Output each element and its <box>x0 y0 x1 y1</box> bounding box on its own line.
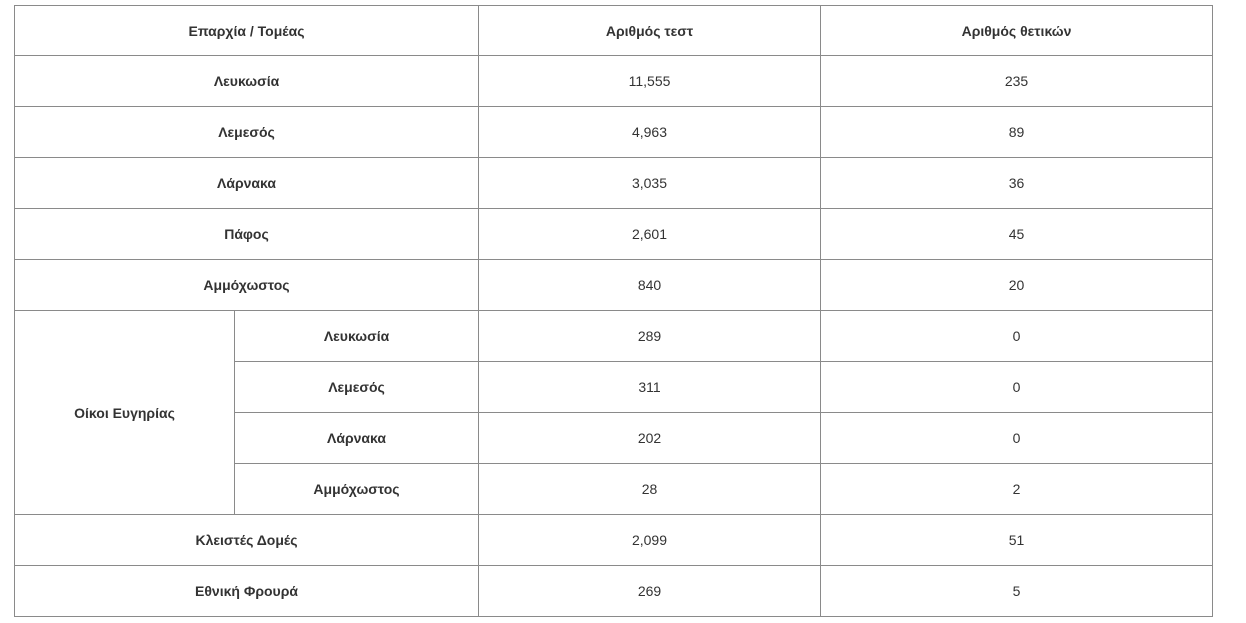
row-positives: 45 <box>821 209 1213 260</box>
table-row <box>15 209 1213 260</box>
header-tests: Αριθμός τεστ <box>479 6 821 56</box>
row-region: Αμμόχωστος <box>15 260 479 311</box>
header-positives: Αριθμός θετικών <box>821 6 1213 56</box>
subrow-positives: 0 <box>821 413 1213 464</box>
table-row <box>15 515 1213 566</box>
subrow-positives: 0 <box>821 362 1213 413</box>
care-homes-group-label: Οίκοι Ευγηρίας <box>15 311 235 515</box>
testing-stats-table <box>14 5 1213 617</box>
subrow-region: Λάρνακα <box>235 413 479 464</box>
row-tests: 2,099 <box>479 515 821 566</box>
table-row <box>15 566 1213 617</box>
table-row <box>15 311 1213 362</box>
table-row <box>15 158 1213 209</box>
row-tests: 3,035 <box>479 158 821 209</box>
row-positives: 36 <box>821 158 1213 209</box>
row-tests: 2,601 <box>479 209 821 260</box>
row-region: Λευκωσία <box>15 56 479 107</box>
row-positives: 235 <box>821 56 1213 107</box>
subrow-tests: 289 <box>479 311 821 362</box>
row-tests: 4,963 <box>479 107 821 158</box>
row-tests: 269 <box>479 566 821 617</box>
row-tests: 840 <box>479 260 821 311</box>
row-region: Εθνική Φρουρά <box>15 566 479 617</box>
subrow-region: Αμμόχωστος <box>235 464 479 515</box>
subrow-tests: 28 <box>479 464 821 515</box>
subrow-region: Λεμεσός <box>235 362 479 413</box>
row-region: Κλειστές Δομές <box>15 515 479 566</box>
row-positives: 5 <box>821 566 1213 617</box>
subrow-positives: 0 <box>821 311 1213 362</box>
row-positives: 20 <box>821 260 1213 311</box>
row-positives: 51 <box>821 515 1213 566</box>
subrow-tests: 311 <box>479 362 821 413</box>
row-region: Λεμεσός <box>15 107 479 158</box>
table-header-row <box>15 6 1213 56</box>
row-region: Πάφος <box>15 209 479 260</box>
table-row <box>15 56 1213 107</box>
table-row <box>15 260 1213 311</box>
header-region: Επαρχία / Τομέας <box>15 6 479 56</box>
subrow-tests: 202 <box>479 413 821 464</box>
row-region: Λάρνακα <box>15 158 479 209</box>
row-tests: 11,555 <box>479 56 821 107</box>
subrow-positives: 2 <box>821 464 1213 515</box>
row-positives: 89 <box>821 107 1213 158</box>
subrow-region: Λευκωσία <box>235 311 479 362</box>
table-row <box>15 107 1213 158</box>
